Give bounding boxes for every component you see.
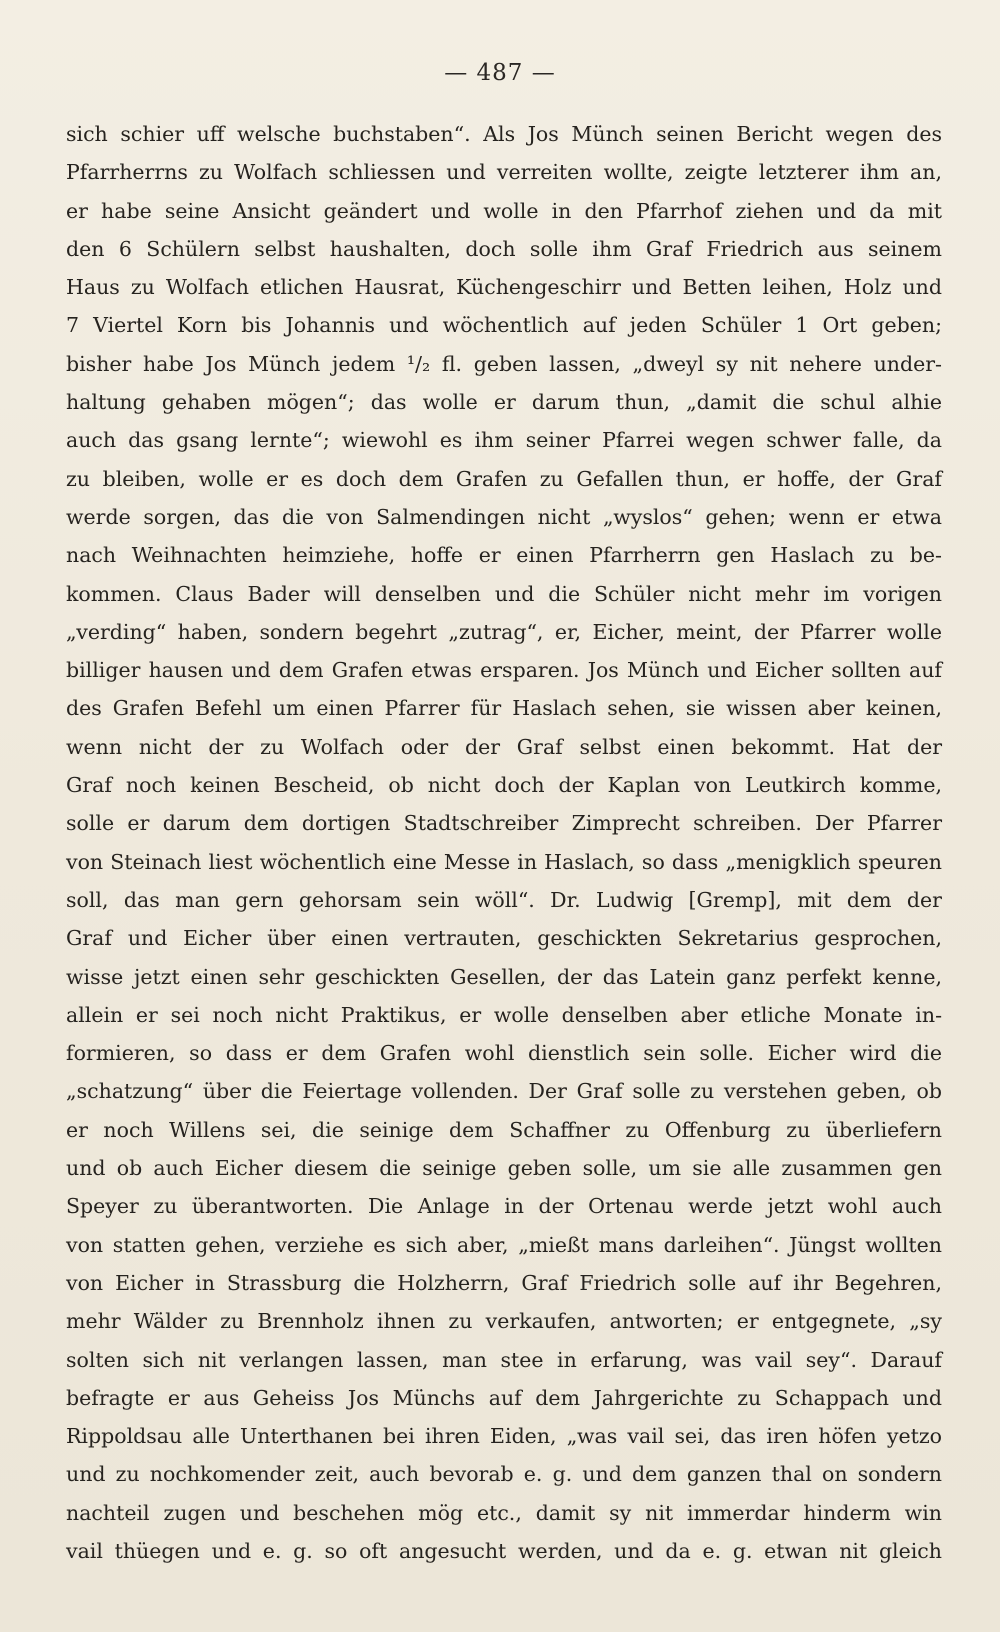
text-line: wisse jetzt einen sehr geschickten Gesellen, der das Latein ganz perfekt kenne, — [66, 964, 942, 989]
text-line: mehr Wälder zu Brennholz ihnen zu verkaufen, antworten; er entgegnete, „sy — [66, 1309, 942, 1334]
text-line: Pfarrherrns zu Wolfach schliessen und verreiten wollte, zeigte letzterer ihm an, — [66, 160, 942, 185]
text-line: des Grafen Befehl um einen Pfarrer für Haslach sehen, sie wissen aber keinen, — [66, 696, 942, 721]
text-line: bisher habe Jos Münch jedem ¹/₂ fl. geben lassen, „dweyl sy nit nehere under- — [66, 351, 942, 376]
text-line: Rippoldsau alle Unterthanen bei ihren Eiden, „was vail sei, das iren höfen yetzo — [66, 1424, 942, 1449]
text-line: Graf noch keinen Bescheid, ob nicht doch der Kaplan von Leutkirch komme, — [66, 773, 942, 798]
text-line: solle er darum dem dortigen Stadtschreiber Zimprecht schreiben. Der Pfarrer — [66, 811, 942, 836]
text-line: wenn nicht der zu Wolfach oder der Graf selbst einen bekommt. Hat der — [66, 734, 942, 759]
page-number: — 487 — — [444, 60, 556, 86]
text-line: haltung gehaben mögen“; das wolle er darum thun, „damit die schul alhie — [66, 390, 942, 415]
text-line: befragte er aus Geheiss Jos Münchs auf dem Jahrgerichte zu Schappach und — [66, 1385, 942, 1410]
text-line: sich schier uff welsche buchstaben“. Als Jos Münch seinen Bericht wegen des — [66, 122, 942, 146]
text-line: und ob auch Eicher diesem die seinige geben solle, um sie alle zusammen gen — [66, 1156, 942, 1181]
text-line: Haus zu Wolfach etlichen Hausrat, Küchengeschirr und Betten leihen, Holz und — [66, 275, 942, 300]
text-line: von statten gehen, verziehe es sich aber, „mießt mans darleihen“. Jüngst wollten — [66, 1232, 942, 1257]
text-line: auch das gsang lernte“; wiewohl es ihm seiner Pfarrei wegen schwer falle, da — [66, 428, 942, 453]
text-line: „schatzung“ über die Feiertage vollenden. Der Graf solle zu verstehen geben, ob — [66, 1079, 942, 1104]
text-line: er habe seine Ansicht geändert und wolle in den Pfarrhof ziehen und da mit — [66, 198, 942, 223]
text-line: Graf und Eicher über einen vertrauten, geschickten Sekretarius gesprochen, — [66, 926, 942, 951]
text-line: „verding“ haben, sondern begehrt „zutrag“, er, Eicher, meint, der Pfarrer wolle — [66, 619, 942, 644]
text-line: den 6 Schülern selbst haushalten, doch solle ihm Graf Friedrich aus seinem — [66, 236, 942, 261]
body-text — [66, 115, 942, 1570]
text-line: billiger hausen und dem Grafen etwas ersparen. Jos Münch und Eicher sollten auf — [66, 658, 942, 683]
text-line: zu bleiben, wolle er es doch dem Grafen zu Gefallen thun, er hoffe, der Graf — [66, 466, 942, 491]
text-line: 7 Viertel Korn bis Johannis und wöchentlich auf jeden Schüler 1 Ort geben; — [66, 313, 942, 338]
text-line: nach Weihnachten heimziehe, hoffe er einen Pfarrherrn gen Haslach zu be- — [66, 543, 942, 568]
text-line: von Steinach liest wöchentlich eine Messe in Haslach, so dass „menigklich speuren — [66, 849, 942, 874]
text-line: vail thüegen und e. g. so oft angesucht werden, und da e. g. etwan nit gleich — [66, 1538, 942, 1563]
text-line: er noch Willens sei, die seinige dem Schaffner zu Offenburg zu überliefern — [66, 1117, 942, 1142]
text-line: solten sich nit verlangen lassen, man stee in erfarung, was vail sey“. Darauf — [66, 1347, 942, 1372]
text-line: soll, das man gern gehorsam sein wöll“. Dr. Ludwig [Gremp], mit dem der — [66, 887, 942, 912]
text-line: nachteil zugen und beschehen mög etc., damit sy nit immerdar hinderm win — [66, 1500, 942, 1525]
text-line: kommen. Claus Bader will denselben und die Schüler nicht mehr im vorigen — [66, 581, 942, 606]
text-line: allein er sei noch nicht Praktikus, er wolle denselben aber etliche Monate in- — [66, 1002, 942, 1027]
text-line: von Eicher in Strassburg die Holzherrn, Graf Friedrich solle auf ihr Begehren, — [66, 1270, 942, 1295]
text-line: werde sorgen, das die von Salmendingen nicht „wyslos“ gehen; wenn er etwa — [66, 504, 942, 529]
text-line: Speyer zu überantworten. Die Anlage in der Ortenau werde jetzt wohl auch — [66, 1194, 942, 1219]
text-line: und zu nochkomender zeit, auch bevorab e. g. und dem ganzen thal on sondern — [66, 1462, 942, 1487]
text-line: formieren, so dass er dem Grafen wohl dienstlich sein solle. Eicher wird die — [66, 1041, 942, 1066]
